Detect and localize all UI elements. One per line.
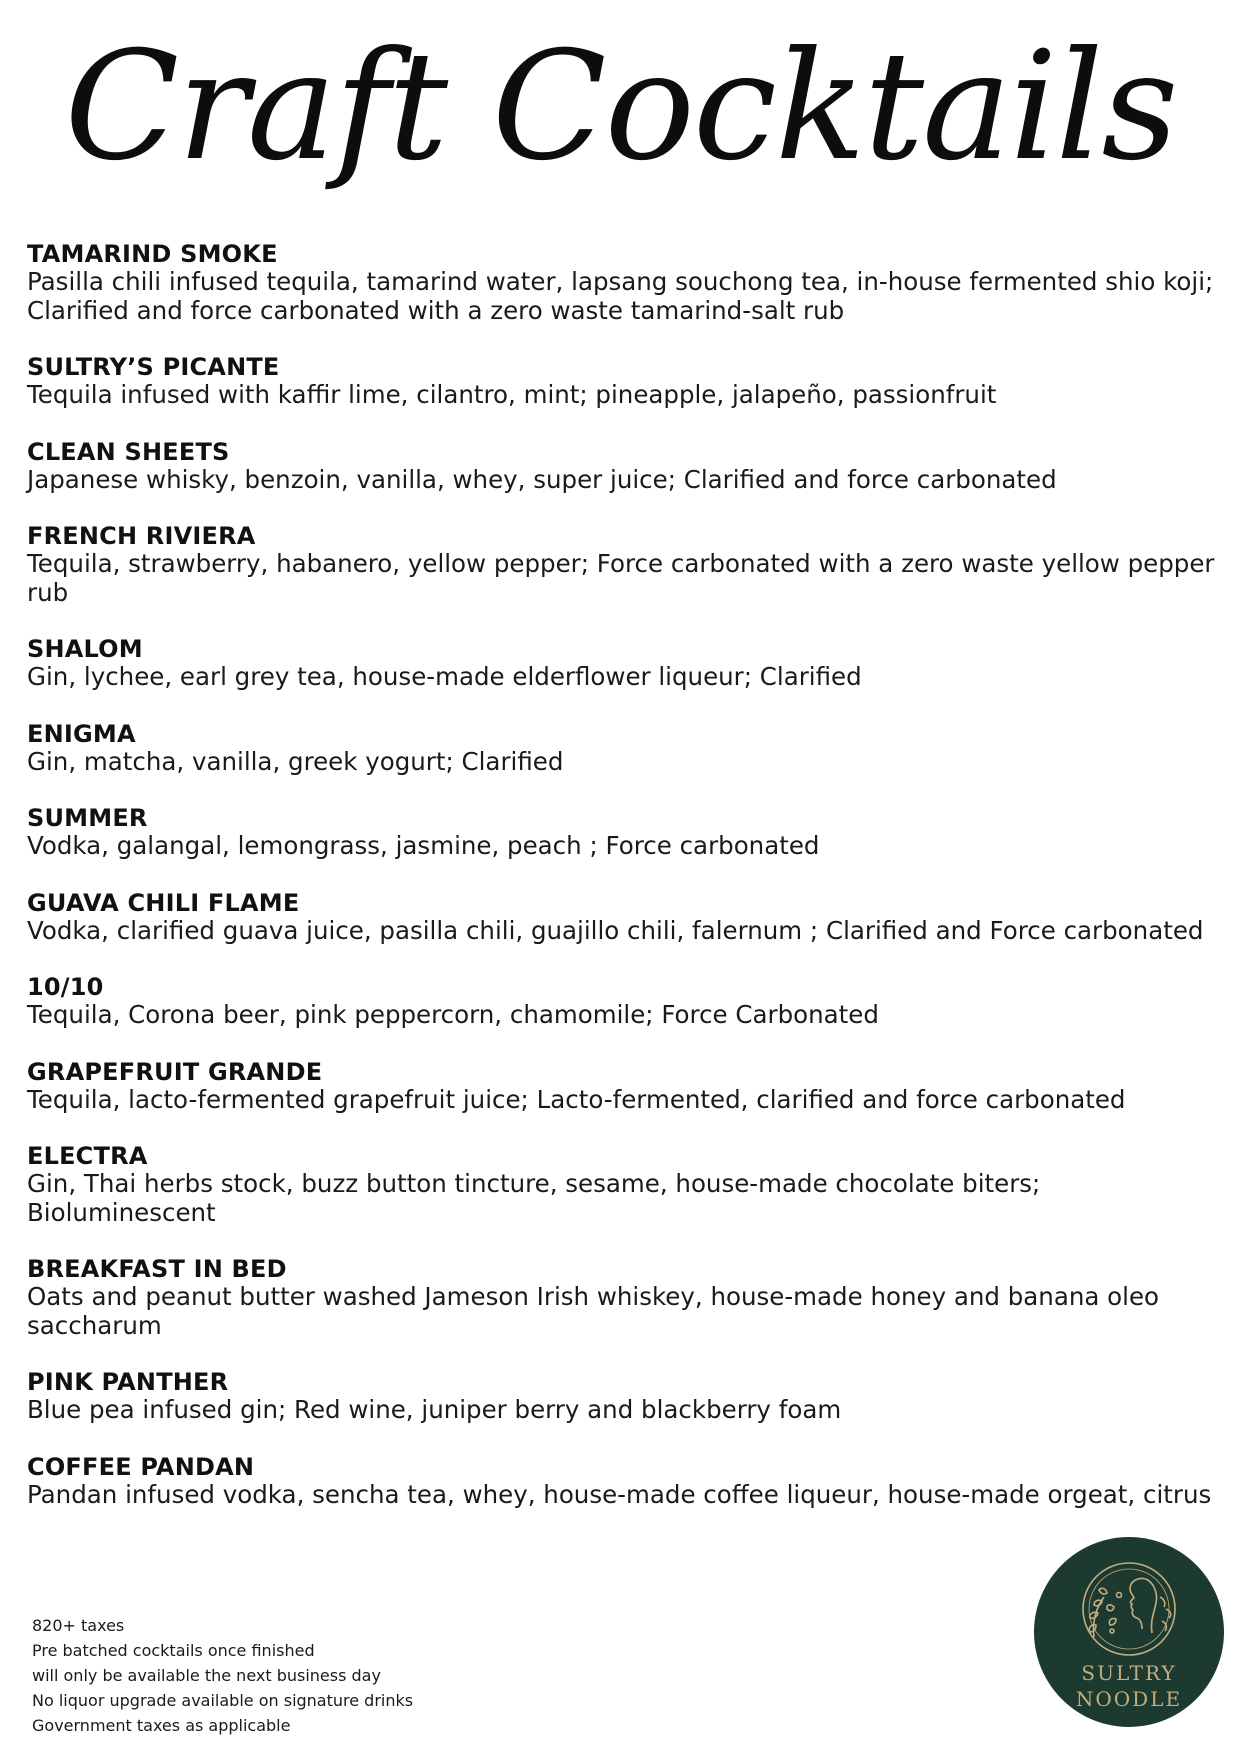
menu-item xyxy=(27,1255,1217,1340)
menu-item-name: 10/10 xyxy=(27,973,104,1001)
menu-item-description: Vodka, galangal, lemongrass, jasmine, peach ; Force carbonated xyxy=(27,831,820,860)
menu-item-name: ELECTRA xyxy=(27,1142,148,1170)
menu-item xyxy=(27,353,1217,410)
cocktail-menu xyxy=(27,240,1217,1537)
menu-item-name: SUMMER xyxy=(27,804,148,832)
page-title: Craft Cocktails xyxy=(64,20,1177,194)
menu-item-name: COFFEE PANDAN xyxy=(27,1452,255,1481)
footer-note: 820+ taxes xyxy=(32,1616,125,1635)
menu-item xyxy=(27,635,1217,692)
menu-item xyxy=(27,1058,1217,1115)
menu-item-description: Pandan infused vodka, sencha tea, whey, house-made coffee liqueur, house-made orgeat, citrus xyxy=(27,1479,1212,1509)
menu-item-description: Gin, matcha, vanilla, greek yogurt; Clarified xyxy=(27,746,564,776)
menu-item xyxy=(27,973,1217,1030)
logo-text-line2: NOODLE xyxy=(1075,1687,1183,1711)
menu-item-description: Pasilla chili infused tequila, tamarind water, lapsang souchong tea, in-house fermented shio koji; Clarified and force carbonated with a zero waste tamarind-salt rub xyxy=(27,267,1214,325)
menu-item-description: Tequila infused with kaffir lime, cilantro, mint; pineapple, jalapeño, passionfruit xyxy=(27,380,997,409)
menu-item-description: Oats and peanut butter washed Jameson Irish whiskey, house-made honey and banana oleo saccharum xyxy=(27,1282,1160,1340)
menu-item xyxy=(27,438,1217,495)
menu-item xyxy=(27,720,1217,777)
menu-item xyxy=(27,804,1217,861)
menu-item xyxy=(27,240,1217,325)
menu-item-description: Tequila, lacto-fermented grapefruit juice; Lacto-fermented, clarified and force carbonated xyxy=(27,1084,1126,1114)
footer-note: No liquor upgrade available on signature drinks xyxy=(32,1691,414,1710)
menu-item-name: GUAVA CHILI FLAME xyxy=(27,888,300,917)
footer-note: Government taxes as applicable xyxy=(32,1716,291,1735)
menu-item-name: PINK PANTHER xyxy=(27,1368,229,1396)
footer-note: will only be available the next business day xyxy=(32,1666,381,1685)
menu-item xyxy=(27,1368,1217,1425)
menu-item-description: Gin, lychee, earl grey tea, house-made elderflower liqueur; Clarified xyxy=(27,662,862,691)
menu-item-name: CLEAN SHEETS xyxy=(27,437,230,466)
menu-item-name: ENIGMA xyxy=(27,719,136,748)
sultry-noodle-logo xyxy=(1034,1537,1224,1727)
menu-item-description: Tequila, Corona beer, pink peppercorn, chamomile; Force Carbonated xyxy=(27,1000,879,1029)
menu-item-description: Tequila, strawberry, habanero, yellow pepper; Force carbonated with a zero waste yellow pepper rub xyxy=(27,549,1215,607)
menu-item-name: SULTRY’S PICANTE xyxy=(27,353,280,381)
menu-item-name: FRENCH RIVIERA xyxy=(27,522,256,550)
menu-item-name: BREAKFAST IN BED xyxy=(27,1255,287,1283)
menu-item-description: Japanese whisky, benzoin, vanilla, whey, super juice; Clarified and force carbonated xyxy=(27,464,1057,494)
menu-item-description: Gin, Thai herbs stock, buzz button tincture, sesame, house-made chocolate biters; Bioluminescent xyxy=(27,1169,1041,1227)
menu-item xyxy=(27,1453,1217,1510)
menu-item-name: TAMARIND SMOKE xyxy=(27,240,278,268)
menu-item xyxy=(27,889,1217,946)
footer-notes xyxy=(32,1613,512,1738)
menu-item xyxy=(27,522,1217,607)
logo-text-line1: SULTRY xyxy=(1081,1661,1177,1685)
menu-item-name: SHALOM xyxy=(27,635,143,663)
menu-item-description: Blue pea infused gin; Red wine, juniper berry and blackberry foam xyxy=(27,1395,842,1424)
menu-item xyxy=(27,1142,1217,1227)
menu-item-name: GRAPEFRUIT GRANDE xyxy=(27,1057,323,1086)
menu-item-description: Vodka, clarified guava juice, pasilla chili, guajillo chili, falernum ; Clarified and Force carbonated xyxy=(27,915,1204,945)
footer-note: Pre batched cocktails once finished xyxy=(32,1641,315,1660)
